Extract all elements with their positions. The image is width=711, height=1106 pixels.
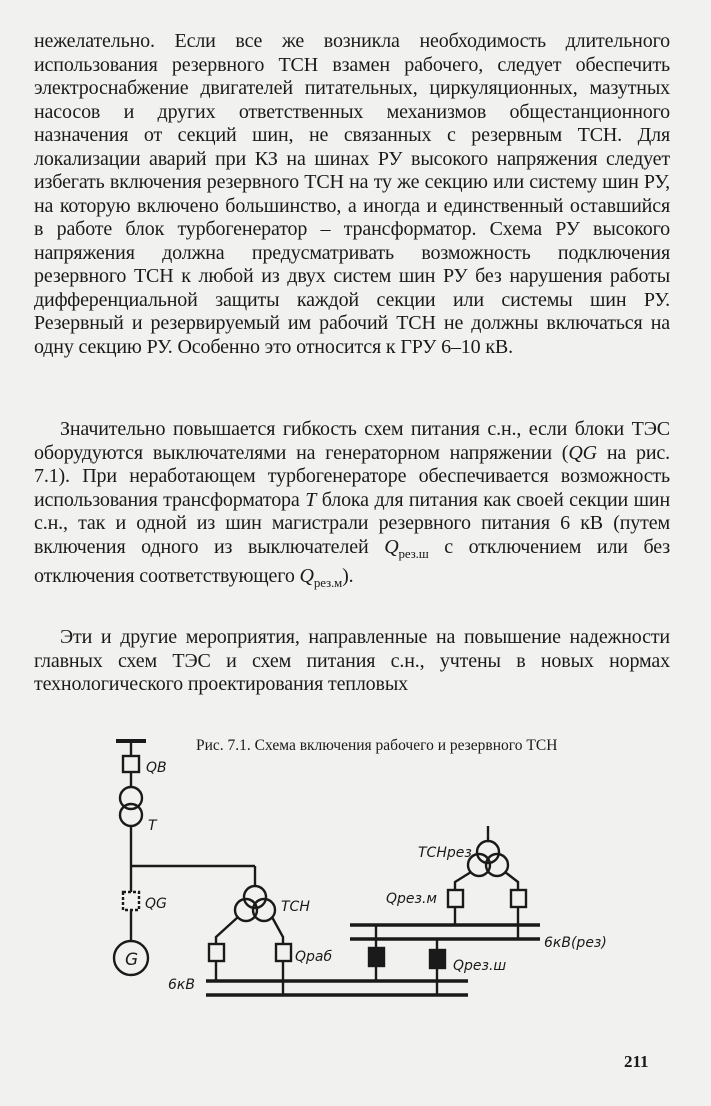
label-q-rez-m: Qрез.м (386, 891, 437, 907)
label-qb: QB (146, 760, 167, 776)
qb-breaker-symbol (123, 756, 139, 772)
qg-breaker-symbol (123, 892, 139, 910)
t-ref: T (305, 488, 317, 511)
paragraph-2-part-d: с отключением или без отключения соответствующего (34, 535, 670, 587)
label-bus-6kv-rez: 6кВ(рез) (544, 935, 607, 951)
label-g: G (125, 950, 139, 970)
q-rez-m-breaker-1-symbol (448, 890, 463, 907)
q-rez-m-sub: рез.м (313, 575, 343, 590)
label-qg: QG (145, 896, 167, 912)
q-rez-m-breaker-2-symbol (511, 890, 526, 907)
paragraph-2-part-a: Значительно повышается гибкость схем питания с.н., если блоки ТЭС оборудуются выключателями на генераторном напряжении ( (34, 418, 670, 464)
paragraph-1: нежелательно. Если все же возникла необходимость длительного использования резервного ТСН взамен рабочего, следует обеспечить электроснабжение двигателей питательных, циркуляционных, мазутных насосов и других ответственных механизмов общестанционного назначения от секций шин, не связанных с резервным ТСН. Для локализации аварий при КЗ на шинах РУ высокого напряжения следует избегать включения резервного ТСН на ту же секцию или систему шин РУ, на которую включено большинство, а иногда и единственный оставшийся в работе блок турбогенератор – трансформатор. Схема РУ высокого напряжения должна предусматривать возможность подключения резервного ТСН к любой из двух систем шин РУ без нарушения работы дифференциальной защиты каждой секции или системы шин РУ. Резервный и резервируемый им рабочий ТСН не должны включаться на одну секцию РУ. Особенно это относится к ГРУ 6–10 кВ. (34, 30, 670, 358)
q-rez-m-ref: Q (299, 565, 314, 587)
label-q-rab: Qраб (295, 949, 333, 965)
qg-ref: QG (568, 441, 597, 464)
label-t: T (148, 818, 157, 834)
q-rab-breaker-symbol (276, 944, 291, 961)
figure-caption: Рис. 7.1. Схема включения рабочего и резервного ТСН (196, 737, 558, 754)
wire-tsn-right (272, 917, 283, 944)
t-winding-lower (120, 804, 142, 826)
label-bus-6kv: 6кВ (168, 977, 195, 993)
paragraph-3: Эти и другие мероприятия, направленные на повышение надежности главных схем ТЭС и схем питания с.н., учтены в новых нормах технологического проектирования тепловых (34, 626, 670, 695)
paragraph-2-part-e: ). (342, 565, 354, 587)
label-tsn: ТСН (281, 899, 310, 915)
q-rez-sh-breaker-1-symbol (369, 948, 384, 966)
wire-tsn-left (216, 917, 238, 944)
paragraph-2-part-c: блока для питания как своей секции шин с.н., так и одной из шин магистрали резервного питания 6 кВ (путем включения одного из выключателей (34, 488, 670, 558)
wire-tsn-rez-right (505, 872, 518, 890)
paragraph-2-part-b: на рис. 7.1). При неработающем турбогенераторе обеспечивается возможность использования трансформатора (34, 441, 670, 511)
label-q-rez-sh: Qрез.ш (453, 958, 507, 974)
label-tsn-rez: ТСНрез (418, 845, 472, 861)
wire-tsn-rez-left (455, 872, 471, 890)
q-rez-sh-ref: Q (384, 535, 399, 558)
q-rez-sh-sub: рез.ш (398, 545, 429, 561)
work-breaker-left-symbol (209, 944, 224, 961)
q-rez-sh-breaker-2-symbol (430, 950, 445, 968)
page-number: 211 (624, 1052, 649, 1071)
